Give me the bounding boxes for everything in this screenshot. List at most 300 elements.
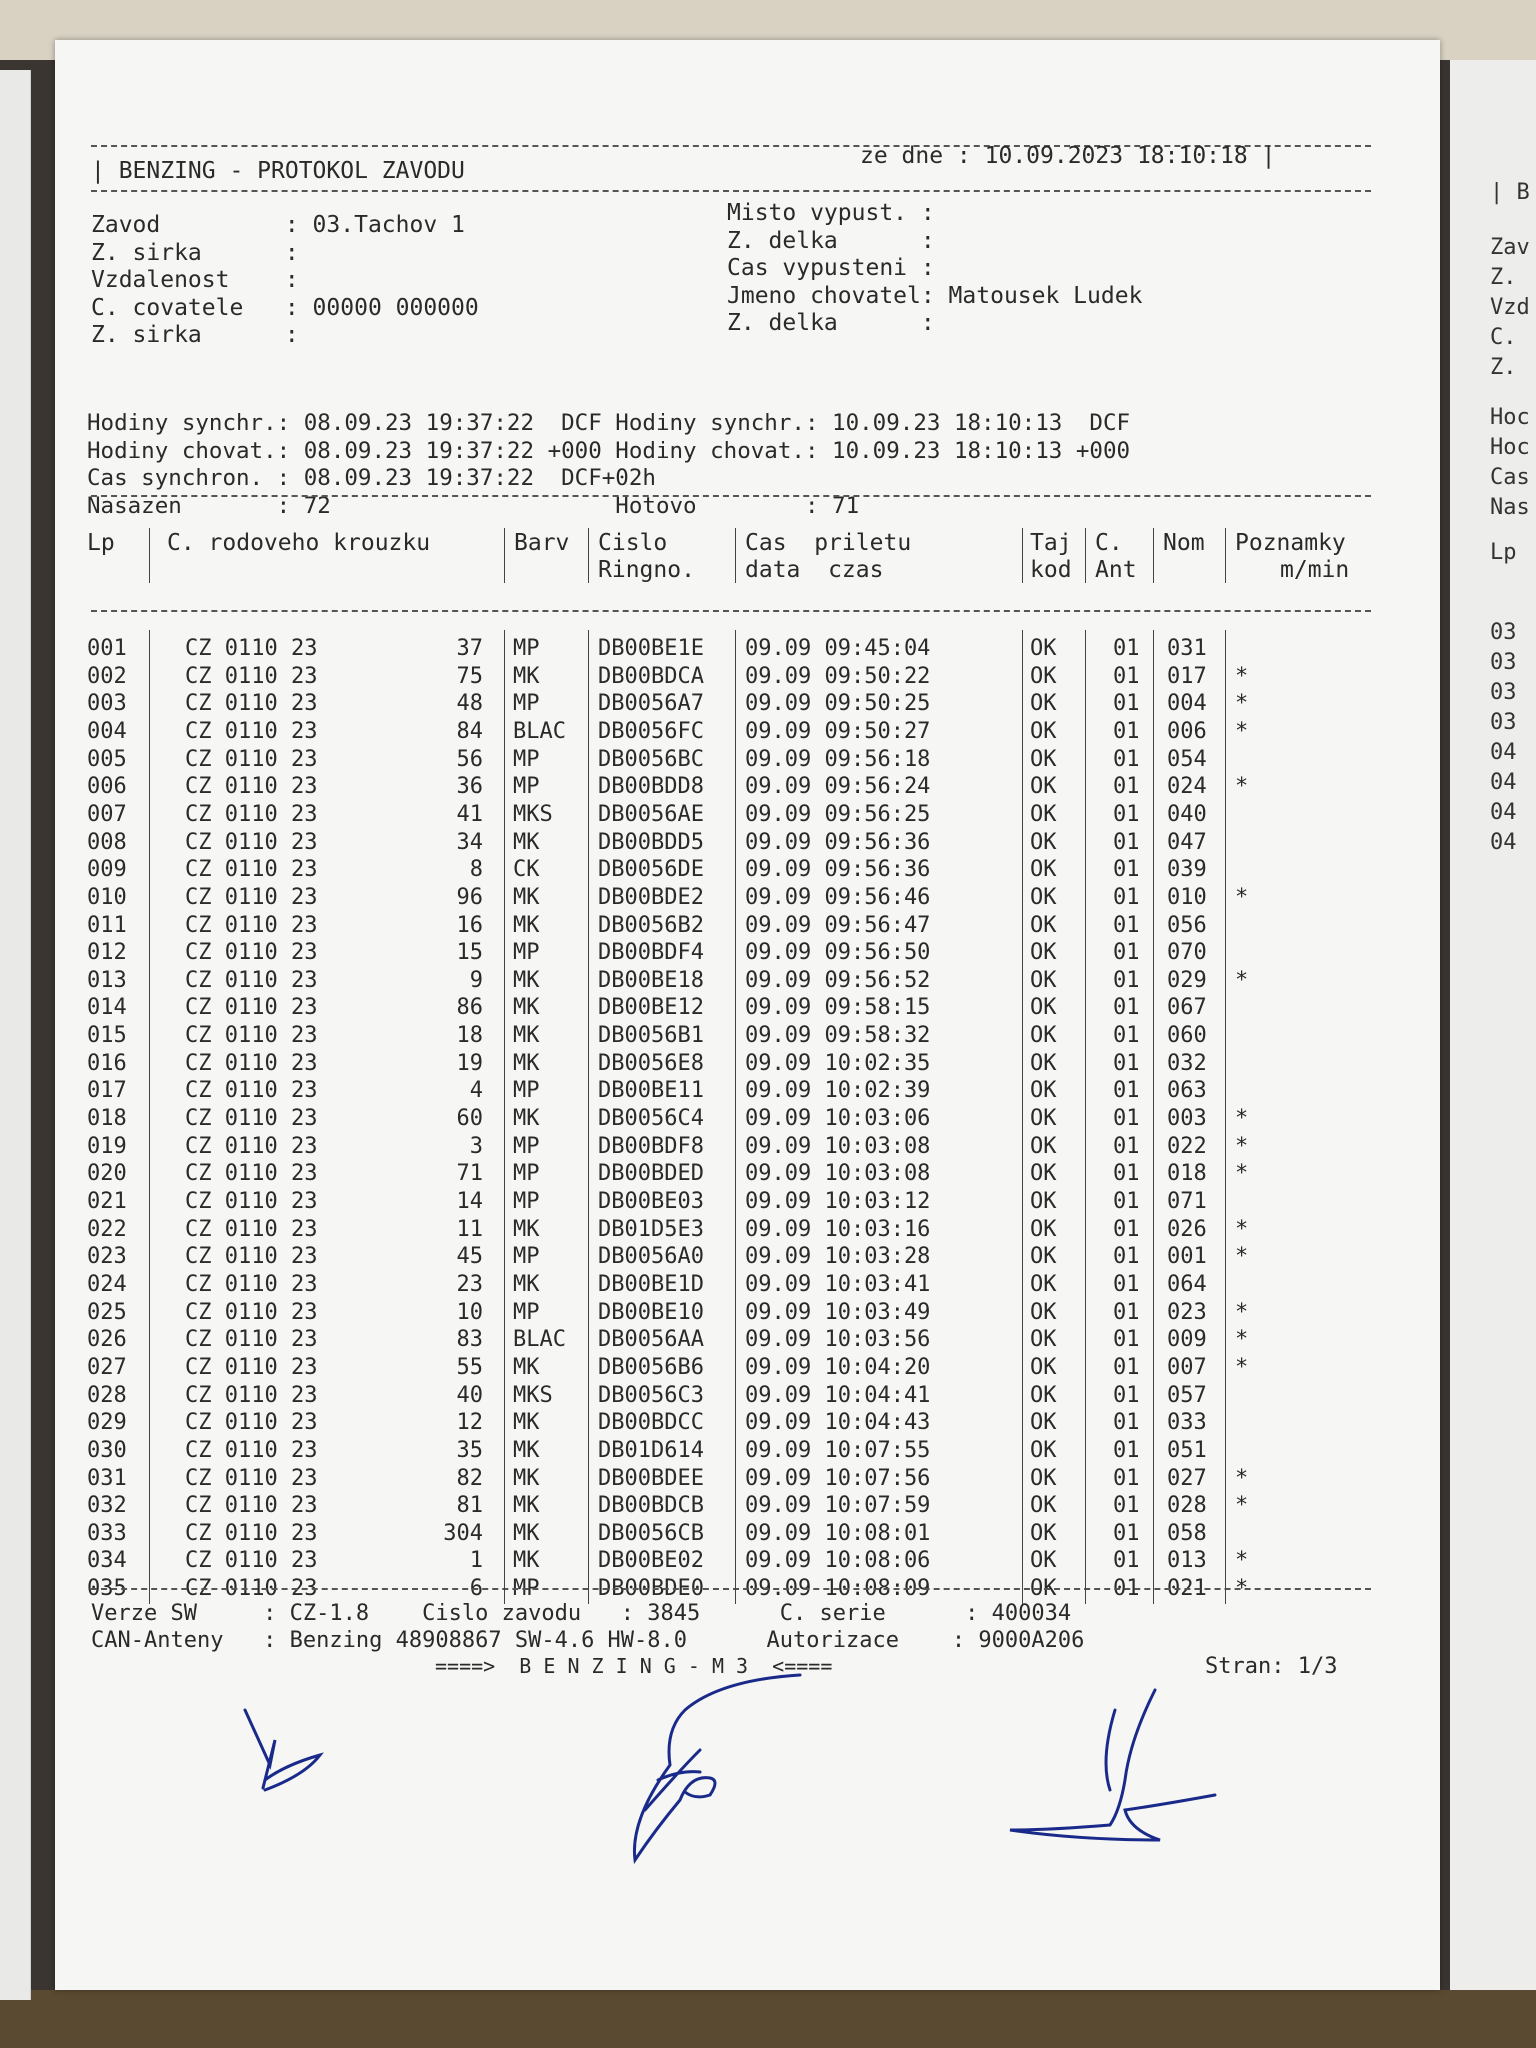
- adjacent-sheet-fragment: Z.: [1490, 355, 1517, 380]
- row-ring-prefix: CZ 0110 23: [185, 1465, 318, 1491]
- col-color: Barv: [514, 530, 570, 556]
- row-note: *: [1235, 1133, 1249, 1159]
- row-ring-prefix: CZ 0110 23: [185, 1023, 318, 1049]
- table-row: [55, 1382, 1440, 1410]
- row-time: 09.09 09:50:25: [745, 691, 931, 717]
- row-nom: 047: [1167, 829, 1207, 855]
- row-note: *: [1235, 1161, 1249, 1187]
- table-row: [55, 1105, 1440, 1133]
- row-code: OK: [1030, 857, 1057, 883]
- row-time: 09.09 09:56:36: [745, 857, 931, 883]
- row-lp: 015: [87, 1023, 127, 1049]
- row-code: OK: [1030, 774, 1057, 800]
- row-nom: 027: [1167, 1465, 1207, 1491]
- row-antenna: 01: [1113, 1078, 1140, 1104]
- col-separator: [588, 630, 589, 1604]
- row-code: OK: [1030, 1437, 1057, 1463]
- row-chip: DB00BE12: [598, 995, 704, 1021]
- protocol-title: | BENZING - PROTOKOL ZAVODU: [91, 158, 465, 184]
- adjacent-sheet-fragment: Cas: [1490, 465, 1530, 490]
- row-chip: DB0056B6: [598, 1354, 704, 1380]
- row-nom: 032: [1167, 1050, 1207, 1076]
- row-ring-number: 36: [456, 774, 483, 800]
- row-time: 09.09 10:03:12: [745, 1189, 931, 1214]
- row-ring-number: 55: [456, 1354, 483, 1380]
- row-time: 09.09 10:03:41: [745, 1271, 931, 1297]
- row-lp: 035: [87, 1576, 127, 1602]
- row-color: MP: [513, 940, 540, 966]
- row-chip: DB0056B1: [598, 1023, 704, 1049]
- row-nom: 071: [1167, 1189, 1207, 1214]
- row-color: MP: [513, 691, 540, 717]
- row-nom: 029: [1167, 967, 1207, 993]
- row-code: OK: [1030, 1520, 1057, 1546]
- col-separator: [149, 528, 150, 583]
- row-color: MK: [513, 967, 540, 993]
- row-code: OK: [1030, 995, 1057, 1021]
- row-color: MP: [513, 1078, 540, 1104]
- row-time: 09.09 09:56:18: [745, 746, 931, 772]
- table-row: [55, 773, 1440, 801]
- adjacent-sheet-fragment: Z.: [1490, 265, 1517, 290]
- row-ring-number: 60: [456, 1106, 483, 1132]
- row-ring-prefix: CZ 0110 23: [185, 636, 318, 661]
- row-lp: 033: [87, 1520, 127, 1546]
- row-nom: 070: [1167, 940, 1207, 966]
- row-antenna: 01: [1113, 1520, 1140, 1546]
- divider: [91, 610, 1371, 612]
- row-chip: DB0056BC: [598, 746, 704, 772]
- row-code: OK: [1030, 718, 1057, 744]
- col-ant: C.: [1095, 530, 1123, 556]
- adjacent-sheet-fragment: Lp: [1490, 540, 1517, 565]
- row-lp: 008: [87, 829, 127, 855]
- row-nom: 064: [1167, 1271, 1207, 1297]
- adjacent-sheet-fragment: C.: [1490, 325, 1517, 350]
- table-row: [55, 1437, 1440, 1465]
- row-code: OK: [1030, 1465, 1057, 1491]
- row-color: BLAC: [513, 1327, 566, 1353]
- row-lp: 032: [87, 1493, 127, 1519]
- row-time: 09.09 09:56:46: [745, 884, 931, 910]
- row-ring-number: 4: [469, 1078, 483, 1104]
- row-code: OK: [1030, 1078, 1057, 1104]
- row-antenna: 01: [1113, 1106, 1140, 1132]
- row-color: MP: [513, 1244, 540, 1270]
- row-time: 09.09 10:04:41: [745, 1382, 931, 1408]
- row-color: MKS: [513, 1382, 553, 1408]
- row-antenna: 01: [1113, 1133, 1140, 1159]
- row-ring-prefix: CZ 0110 23: [185, 995, 318, 1021]
- row-chip: DB0056A7: [598, 691, 704, 717]
- row-lp: 031: [87, 1465, 127, 1491]
- table-row: [55, 690, 1440, 718]
- row-color: MP: [513, 1576, 540, 1602]
- adjacent-sheet-fragment: 04: [1490, 800, 1517, 825]
- row-code: OK: [1030, 1244, 1057, 1270]
- info-right-line: Misto vypust. :: [727, 200, 935, 226]
- row-ring-prefix: CZ 0110 23: [185, 967, 318, 993]
- row-time: 09.09 10:07:59: [745, 1493, 931, 1519]
- row-chip: DB00BE11: [598, 1078, 704, 1104]
- row-chip: DB01D5E3: [598, 1216, 704, 1242]
- row-note: *: [1235, 663, 1249, 689]
- row-antenna: 01: [1113, 829, 1140, 855]
- row-code: OK: [1030, 884, 1057, 910]
- row-color: MK: [513, 1437, 540, 1463]
- row-nom: 054: [1167, 746, 1207, 772]
- col-ant-sub: Ant: [1095, 557, 1137, 583]
- row-nom: 010: [1167, 884, 1207, 910]
- row-ring-number: 37: [456, 636, 483, 661]
- row-chip: DB00BE18: [598, 967, 704, 993]
- table-row: [55, 801, 1440, 829]
- adjacent-sheet-fragment: 03: [1490, 680, 1517, 705]
- table-row: [55, 939, 1440, 967]
- row-ring-prefix: CZ 0110 23: [185, 1299, 318, 1325]
- row-ring-prefix: CZ 0110 23: [185, 1327, 318, 1353]
- row-antenna: 01: [1113, 801, 1140, 827]
- adjacent-sheet-fragment: 04: [1490, 740, 1517, 765]
- footer-line-1: Verze SW : CZ-1.8 Cislo zavodu : 3845 C. serie : 400034: [91, 1601, 1072, 1626]
- row-note: *: [1235, 1548, 1249, 1574]
- adjacent-sheet-fragment: 03: [1490, 620, 1517, 645]
- table-row: [55, 746, 1440, 774]
- row-chip: DB01D614: [598, 1437, 704, 1463]
- info-right-line: Z. delka :: [727, 227, 935, 254]
- table-row: [55, 1216, 1440, 1244]
- row-ring-prefix: CZ 0110 23: [185, 1520, 318, 1546]
- row-lp: 011: [87, 912, 127, 938]
- table-row: [55, 1243, 1440, 1271]
- row-time: 09.09 10:08:01: [745, 1520, 931, 1546]
- row-time: 09.09 09:56:52: [745, 967, 931, 993]
- row-time: 09.09 10:04:43: [745, 1410, 931, 1436]
- row-nom: 017: [1167, 663, 1207, 689]
- row-color: MK: [513, 829, 540, 855]
- table-row: [55, 1520, 1440, 1548]
- row-lp: 009: [87, 857, 127, 883]
- row-time: 09.09 10:08:09: [745, 1576, 931, 1602]
- row-ring-number: 8: [469, 857, 483, 883]
- row-nom: 026: [1167, 1216, 1207, 1242]
- table-row: [55, 663, 1440, 691]
- row-antenna: 01: [1113, 1023, 1140, 1049]
- col-separator: [735, 630, 736, 1604]
- row-ring-number: 10: [456, 1299, 483, 1325]
- row-color: BLAC: [513, 718, 566, 744]
- row-antenna: 01: [1113, 774, 1140, 800]
- row-antenna: 01: [1113, 1327, 1140, 1353]
- row-chip: DB00BE02: [598, 1548, 704, 1574]
- row-ring-prefix: CZ 0110 23: [185, 1133, 318, 1159]
- row-antenna: 01: [1113, 1161, 1140, 1187]
- row-code: OK: [1030, 1106, 1057, 1132]
- info-left-line: Z. sirka :: [91, 239, 299, 266]
- row-antenna: 01: [1113, 857, 1140, 883]
- adjacent-sheet-fragment: 03: [1490, 710, 1517, 735]
- row-code: OK: [1030, 967, 1057, 993]
- row-color: MK: [513, 1548, 540, 1574]
- row-lp: 034: [87, 1548, 127, 1574]
- signature-1: [225, 1680, 395, 1810]
- row-time: 09.09 09:58:32: [745, 1023, 931, 1049]
- row-nom: 033: [1167, 1410, 1207, 1436]
- info-left-line: Zavod : 03.Tachov 1: [91, 212, 465, 238]
- adjacent-sheet-fragment: Hoc: [1490, 435, 1530, 460]
- table-row: [55, 1492, 1440, 1520]
- col-time-sub: data czas: [745, 557, 884, 583]
- row-antenna: 01: [1113, 1271, 1140, 1297]
- row-ring-prefix: CZ 0110 23: [185, 1410, 318, 1436]
- row-code: OK: [1030, 829, 1057, 855]
- row-color: MK: [513, 1271, 540, 1297]
- protocol-sheet: [55, 40, 1440, 1990]
- row-time: 09.09 10:03:56: [745, 1327, 931, 1353]
- table-row: [55, 884, 1440, 912]
- divider: [91, 495, 1371, 497]
- row-lp: 026: [87, 1327, 127, 1353]
- table-row: [55, 1050, 1440, 1078]
- row-chip: DB00BDD8: [598, 774, 704, 800]
- row-code: OK: [1030, 1410, 1057, 1436]
- col-notes-sub: m/min: [1280, 557, 1350, 583]
- table-row: [55, 1409, 1440, 1437]
- row-code: OK: [1030, 746, 1057, 772]
- row-antenna: 01: [1113, 1548, 1140, 1574]
- row-chip: DB0056C4: [598, 1106, 704, 1132]
- row-ring-number: 81: [456, 1493, 483, 1519]
- row-antenna: 01: [1113, 940, 1140, 966]
- row-note: *: [1235, 1493, 1249, 1519]
- row-chip: DB0056C3: [598, 1382, 704, 1408]
- row-chip: DB00BDE0: [598, 1576, 704, 1602]
- row-ring-prefix: CZ 0110 23: [185, 1493, 318, 1519]
- row-color: MP: [513, 1133, 540, 1159]
- table-row: [55, 1022, 1440, 1050]
- row-chip: DB0056AA: [598, 1327, 704, 1353]
- row-ring-prefix: CZ 0110 23: [185, 663, 318, 689]
- row-time: 09.09 10:03:16: [745, 1216, 931, 1242]
- table-row: [55, 1547, 1440, 1575]
- row-ring-prefix: CZ 0110 23: [185, 746, 318, 772]
- table-row: [55, 1354, 1440, 1382]
- col-separator: [1085, 528, 1086, 583]
- sync-line: Hodiny synchr.: 08.09.23 19:37:22 DCF Hodiny synchr.: 10.09.23 18:10:13 DCF: [87, 410, 1131, 436]
- row-time: 09.09 10:02:39: [745, 1078, 931, 1104]
- row-time: 09.09 09:58:15: [745, 995, 931, 1021]
- table-row: [55, 1188, 1440, 1216]
- row-chip: DB0056DE: [598, 857, 704, 883]
- row-antenna: 01: [1113, 1216, 1140, 1242]
- row-nom: 056: [1167, 912, 1207, 938]
- row-ring-number: 9: [469, 967, 483, 993]
- row-note: *: [1235, 1106, 1249, 1132]
- row-nom: 028: [1167, 1493, 1207, 1519]
- row-nom: 009: [1167, 1327, 1207, 1353]
- divider: [91, 190, 1371, 192]
- row-antenna: 01: [1113, 912, 1140, 938]
- col-time: Cas priletu: [745, 530, 912, 556]
- row-note: *: [1235, 1465, 1249, 1491]
- sync-line: Nasazen : 72 Hotovo : 71: [87, 492, 860, 519]
- adjacent-sheet-fragment: 04: [1490, 770, 1517, 795]
- info-right-line: Z. delka :: [727, 310, 935, 336]
- row-chip: DB00BDE2: [598, 884, 704, 910]
- row-ring-number: 19: [456, 1050, 483, 1076]
- row-lp: 028: [87, 1382, 127, 1408]
- row-ring-prefix: CZ 0110 23: [185, 1106, 318, 1132]
- row-note: *: [1235, 1327, 1249, 1353]
- row-note: *: [1235, 1299, 1249, 1325]
- adjacent-sheet-fragment: 03: [1490, 650, 1517, 675]
- row-code: OK: [1030, 1161, 1057, 1187]
- row-color: MK: [513, 663, 540, 689]
- row-time: 09.09 10:03:08: [745, 1133, 931, 1159]
- row-note: *: [1235, 691, 1249, 717]
- row-ring-number: 75: [456, 663, 483, 689]
- row-nom: 003: [1167, 1106, 1207, 1132]
- row-code: OK: [1030, 1493, 1057, 1519]
- row-lp: 016: [87, 1050, 127, 1076]
- row-color: MK: [513, 1465, 540, 1491]
- row-ring-number: 11: [456, 1216, 483, 1242]
- row-lp: 029: [87, 1410, 127, 1436]
- row-code: OK: [1030, 1023, 1057, 1049]
- row-nom: 067: [1167, 995, 1207, 1021]
- row-ring-number: 45: [456, 1244, 483, 1270]
- row-lp: 019: [87, 1133, 127, 1159]
- col-separator: [1153, 528, 1154, 583]
- row-ring-prefix: CZ 0110 23: [185, 1050, 318, 1076]
- adjacent-sheet-fragment: Zav: [1490, 235, 1530, 260]
- row-chip: DB0056AE: [598, 801, 704, 827]
- row-time: 09.09 09:56:25: [745, 801, 931, 827]
- row-code: OK: [1030, 1548, 1057, 1574]
- row-chip: DB00BDF4: [598, 940, 704, 966]
- row-antenna: 01: [1113, 1437, 1140, 1463]
- row-lp: 022: [87, 1216, 127, 1242]
- row-color: MK: [513, 1106, 540, 1132]
- row-nom: 023: [1167, 1299, 1207, 1325]
- col-separator: [149, 630, 150, 1604]
- row-chip: DB00BDF8: [598, 1133, 704, 1159]
- row-nom: 021: [1167, 1576, 1207, 1602]
- row-nom: 007: [1167, 1354, 1207, 1380]
- row-lp: 027: [87, 1354, 127, 1380]
- row-antenna: 01: [1113, 691, 1140, 717]
- row-antenna: 01: [1113, 718, 1140, 744]
- row-antenna: 01: [1113, 1354, 1140, 1380]
- row-note: *: [1235, 1244, 1249, 1270]
- row-ring-number: 96: [456, 884, 483, 910]
- col-lp: Lp: [87, 530, 115, 556]
- row-nom: 031: [1167, 636, 1207, 661]
- adjacent-sheet-fragment: | B: [1490, 180, 1530, 205]
- row-nom: 039: [1167, 857, 1207, 883]
- row-chip: DB00BE1D: [598, 1271, 704, 1297]
- row-nom: 013: [1167, 1548, 1207, 1574]
- row-ring-number: 18: [456, 1023, 483, 1049]
- row-antenna: 01: [1113, 967, 1140, 993]
- row-chip: DB00BE1E: [598, 636, 704, 661]
- row-code: OK: [1030, 1133, 1057, 1159]
- row-lp: 030: [87, 1437, 127, 1463]
- info-left-line: C. covatele : 00000 000000: [91, 294, 479, 321]
- row-color: CK: [513, 857, 540, 883]
- row-ring-prefix: CZ 0110 23: [185, 1271, 318, 1297]
- row-ring-number: 83: [456, 1327, 483, 1353]
- row-code: OK: [1030, 663, 1057, 689]
- row-lp: 023: [87, 1244, 127, 1270]
- row-ring-prefix: CZ 0110 23: [185, 1216, 318, 1242]
- row-code: OK: [1030, 1271, 1057, 1297]
- row-ring-prefix: CZ 0110 23: [185, 1576, 318, 1602]
- row-antenna: 01: [1113, 1493, 1140, 1519]
- row-nom: 060: [1167, 1023, 1207, 1049]
- col-notes: Poznamky: [1235, 530, 1346, 556]
- row-color: MP: [513, 636, 540, 661]
- adjacent-sheet-left: [0, 70, 31, 2000]
- row-time: 09.09 09:56:36: [745, 829, 931, 855]
- row-code: OK: [1030, 1327, 1057, 1353]
- table-row: [55, 1077, 1440, 1105]
- col-chip: Cislo: [598, 530, 668, 556]
- row-ring-prefix: CZ 0110 23: [185, 1189, 318, 1214]
- row-ring-number: 12: [456, 1410, 483, 1436]
- row-nom: 004: [1167, 691, 1207, 717]
- row-color: MP: [513, 774, 540, 800]
- row-code: OK: [1030, 1576, 1057, 1602]
- info-right-line: Cas vypusteni :: [727, 255, 935, 281]
- row-chip: DB00BE10: [598, 1299, 704, 1325]
- row-ring-number: 82: [456, 1465, 483, 1491]
- row-ring-prefix: CZ 0110 23: [185, 801, 318, 827]
- row-code: OK: [1030, 940, 1057, 966]
- row-nom: 040: [1167, 801, 1207, 827]
- row-color: MK: [513, 884, 540, 910]
- row-nom: 018: [1167, 1161, 1207, 1187]
- row-time: 09.09 09:50:27: [745, 718, 931, 744]
- row-time: 09.09 10:03:08: [745, 1161, 931, 1187]
- table-row: [55, 912, 1440, 940]
- row-ring-prefix: CZ 0110 23: [185, 774, 318, 800]
- row-code: OK: [1030, 636, 1057, 661]
- table-row: [55, 994, 1440, 1022]
- row-note: *: [1235, 967, 1249, 993]
- row-nom: 051: [1167, 1437, 1207, 1463]
- info-left-line: Z. sirka :: [91, 322, 299, 348]
- row-chip: DB00BDCA: [598, 663, 704, 689]
- table-row: [55, 635, 1440, 663]
- col-separator: [588, 528, 589, 583]
- row-ring-prefix: CZ 0110 23: [185, 940, 318, 966]
- row-time: 09.09 10:07:56: [745, 1465, 931, 1491]
- row-ring-number: 35: [456, 1437, 483, 1463]
- col-ring: C. rodoveho krouzku: [167, 530, 431, 556]
- row-ring-number: 71: [456, 1161, 483, 1187]
- row-antenna: 01: [1113, 1299, 1140, 1325]
- footer-line-2: CAN-Anteny : Benzing 48908867 SW-4.6 HW-8.0 Autorizace : 9000A206: [91, 1628, 1085, 1653]
- row-note: *: [1235, 1576, 1249, 1602]
- row-ring-number: 3: [469, 1133, 483, 1159]
- adjacent-sheet-fragment: Hoc: [1490, 405, 1530, 430]
- row-color: MP: [513, 746, 540, 772]
- row-ring-number: 86: [456, 995, 483, 1021]
- col-separator: [504, 528, 505, 583]
- row-chip: DB0056B2: [598, 912, 704, 938]
- row-antenna: 01: [1113, 1576, 1140, 1602]
